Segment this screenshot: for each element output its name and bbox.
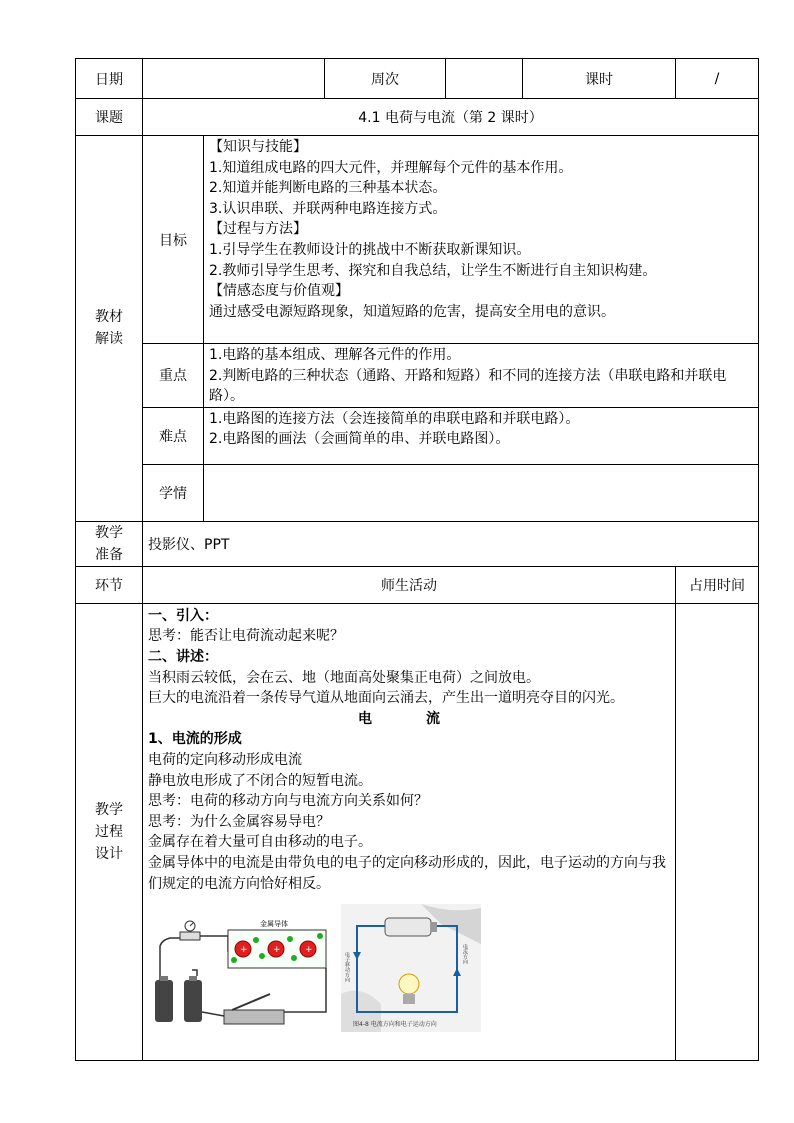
key-point-line: 2.判断电路的三种状态（通路、开路和短路）和不同的连接方法（串联电路和并联电路）。 <box>209 367 727 405</box>
current-direction-figure <box>341 904 481 1032</box>
goals-line: 1.引导学生在教师设计的挑战中不断获取新课知识。 <box>209 241 531 258</box>
circuit-figure <box>152 912 328 1030</box>
goals-line: 【情感态度与价值观】 <box>209 283 349 300</box>
goals-line: 3.认识串联、并联两种电路连接方式。 <box>209 200 447 217</box>
date-value <box>143 59 325 99</box>
svg-text:+: + <box>305 945 313 956</box>
difficulty-line: 1.电路图的连接方法（会连接简单的串联电路和并联电路）。 <box>209 410 580 427</box>
goals-line: 2.教师引导学生思考、探究和自我总结，让学生不断进行自主知识构建。 <box>209 262 657 279</box>
key-points-label: 重点 <box>143 344 204 408</box>
current-heading: 电 流 <box>358 710 460 727</box>
time-value <box>676 603 759 1060</box>
process-line: 思考：能否让电荷流动起来呢？ <box>148 628 344 645</box>
key-points-content <box>204 344 759 408</box>
key-points-row <box>76 344 759 408</box>
week-value <box>446 59 523 99</box>
svg-text:+: + <box>273 945 281 956</box>
week-label: 周次 <box>325 59 446 99</box>
process-line: 金属导体中的电流是由带负电的电子的定向移动形成的，因此，电子运动的方向与我们规定的电流方向恰好相反。 <box>148 854 666 892</box>
activity-column-header: 师生活动 <box>143 566 676 603</box>
topic-label: 课题 <box>76 99 143 136</box>
figure1-label: 金属导体 <box>260 920 288 929</box>
preparation-label <box>76 521 143 566</box>
analysis-label <box>76 136 143 522</box>
goals-line: 【过程与方法】 <box>209 221 307 238</box>
period-label: 课时 <box>523 59 676 99</box>
key-point-line: 1.电路的基本组成、理解各元件的作用。 <box>209 347 461 363</box>
figure2-left-text: 电子移动方向 <box>344 952 350 983</box>
process-row <box>76 603 759 1060</box>
preparation-value: 投影仪、PPT <box>143 521 759 566</box>
stage-column-header: 环节 <box>76 566 143 603</box>
process-line: 电荷的定向移动形成电流 <box>148 751 302 768</box>
process-content <box>143 603 676 1060</box>
goals-content <box>204 136 759 344</box>
time-column-header: 占用时间 <box>676 566 759 603</box>
difficulties-content <box>204 407 759 464</box>
svg-text:+: + <box>240 945 248 956</box>
preparation-row <box>76 521 759 566</box>
section-heading-lecture: 二、讲述： <box>148 648 218 665</box>
goals-label: 目标 <box>143 136 204 344</box>
goals-line: 2.知道并能判断电路的三种基本状态。 <box>209 180 447 197</box>
process-line: 思考：为什么金属容易导电？ <box>148 813 330 830</box>
process-line: 金属存在着大量可自由移动的电子。 <box>148 834 372 851</box>
process-line: 静电放电形成了不闭合的短暂电流。 <box>148 772 372 789</box>
students-label: 学情 <box>143 464 204 521</box>
process-line: 巨大的电流沿着一条传导气道从地面向云涌去，产生出一道明亮夺目的闪光。 <box>148 690 624 707</box>
goals-row <box>76 136 759 344</box>
period-value: / <box>676 59 759 99</box>
process-label <box>76 603 143 1060</box>
goals-line: 通过感受电源短路现象，知道短路的危害，提高安全用电的意识。 <box>209 303 615 320</box>
process-line: 思考：电荷的移动方向与电流方向关系如何？ <box>148 793 428 810</box>
figure2-caption: 图4-8 电流方向和电子运动方向 <box>353 1021 437 1029</box>
difficulties-label: 难点 <box>143 407 204 464</box>
section-heading-intro: 一、引入： <box>148 607 218 624</box>
topic-row <box>76 99 759 136</box>
preparation-label-text: 教学准备 <box>95 524 123 563</box>
goals-line: 【知识与技能】 <box>209 139 307 155</box>
column-header-row <box>76 566 759 603</box>
current-formation-heading: 1、电流的形成 <box>148 731 242 748</box>
students-row <box>76 464 759 521</box>
difficulty-line: 2.电路图的画法（会画简单的串、并联电路图）。 <box>209 431 510 448</box>
header-row <box>76 59 759 99</box>
figures-area <box>148 904 670 1034</box>
difficulties-row <box>76 407 759 464</box>
process-line: 当积雨云较低，会在云、地（地面高处聚集正电荷）之间放电。 <box>148 669 540 686</box>
goals-line: 1.知道组成电路的四大元件，并理解每个元件的基本作用。 <box>209 159 573 176</box>
process-label-text: 教学过程设计 <box>95 801 123 862</box>
students-value <box>204 464 759 521</box>
date-label: 日期 <box>76 59 143 99</box>
figure2-right-text: 电流方向 <box>462 944 468 965</box>
topic-value: 4.1 电荷与电流（第 2 课时） <box>143 99 759 136</box>
analysis-label-text: 教材解读 <box>95 309 123 348</box>
lesson-plan-table <box>75 58 759 1061</box>
